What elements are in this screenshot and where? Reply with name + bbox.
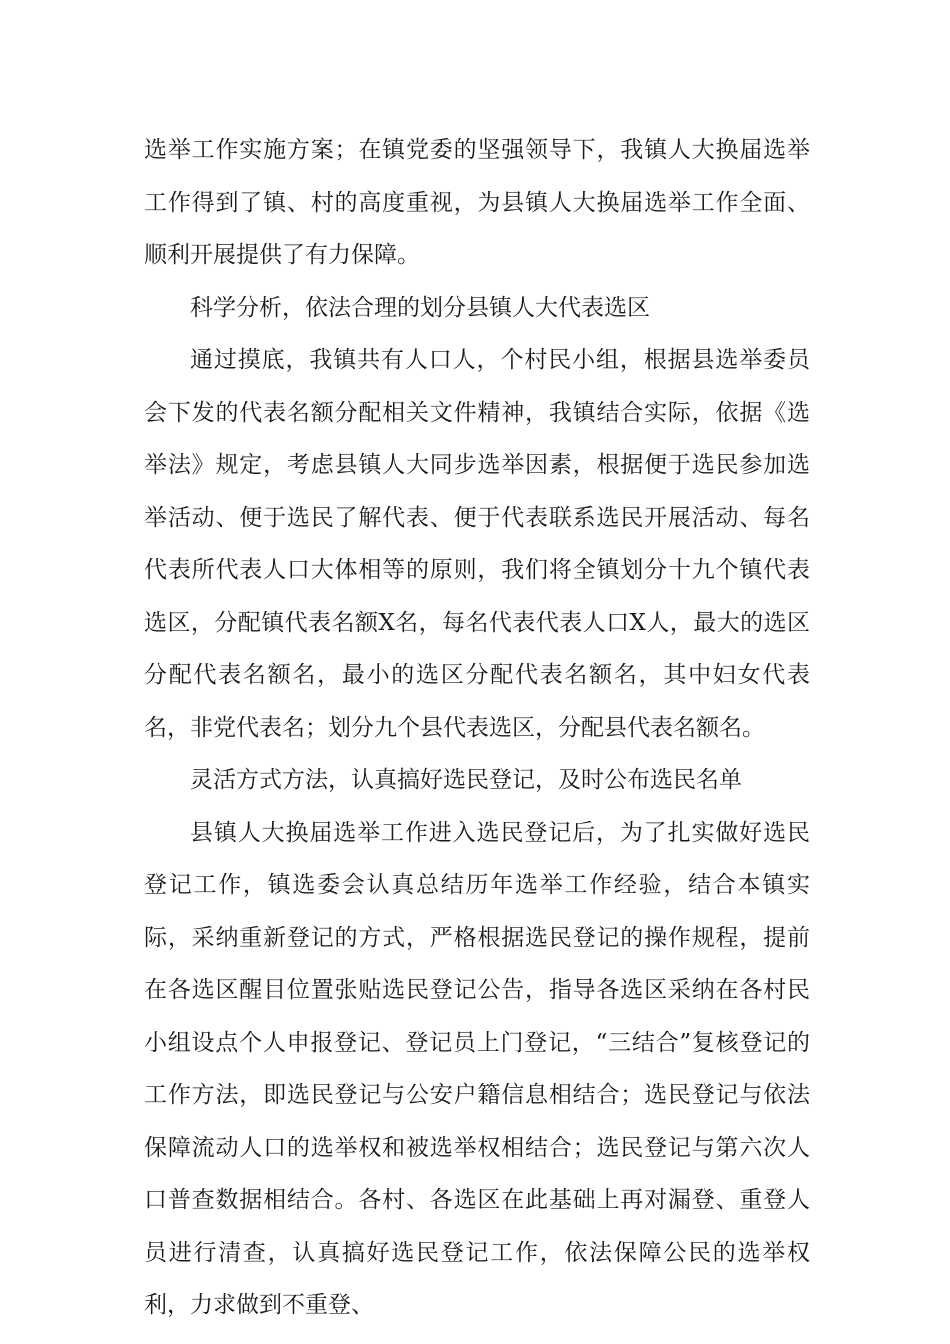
section-heading-registration: 灵活方式方法，认真搞好选民登记，及时公布选民名单 — [190, 767, 742, 793]
paragraph-districts: 通过摸底，我镇共有人口人，个村民小组，根据县选举委员会下发的代表名额分配相关文件精神，我镇结合实际，依据《选举法》规定，考虑县镇人大同步选举因素，根据便于选民参加选举活动、便于选民了解代表、便于代表联系选民开展活动、每名代表所代表人口大体相等的原则，我们将全镇划分十九个镇代表选区，分配镇代表名额X名，每名代表代表人口X人，最大的选区分配代表名额名，最小的选区分配代表名额名，其中妇女代表名，非党代表名；划分九个县代表选区，分配县代表名额名。 — [144, 347, 810, 741]
section-heading-districts: 科学分析，依法合理的划分县镇人大代表选区 — [190, 294, 650, 321]
document-page — [144, 124, 810, 1332]
paragraph-intro: 选举工作实施方案；在镇党委的坚强领导下，我镇人大换届选举工作得到了镇、村的高度重视，为县镇人大换届选举工作全面、顺利开展提供了有力保障。 — [144, 137, 810, 268]
paragraph-registration: 县镇人大换届选举工作进入选民登记后，为了扎实做好选民登记工作，镇选委会认真总结历年选举工作经验，结合本镇实际，采纳重新登记的方式，严格根据选民登记的操作规程，提前在各选区醒目位置张贴选民登记公告，指导各选区采纳在各村民小组设点个人申报登记、登记员上门登记，“三结合”复核登记的工作方法，即选民登记与公安户籍信息相结合；选民登记与依法保障流动人口的选举权和被选举权相结合；选民登记与第六次人口普查数据相结合。各村、各选区在此基础上再对漏登、重登人员进行清查，认真搞好选民登记工作，依法保障公民的选举权利，力求做到不重登、 — [144, 819, 810, 1318]
